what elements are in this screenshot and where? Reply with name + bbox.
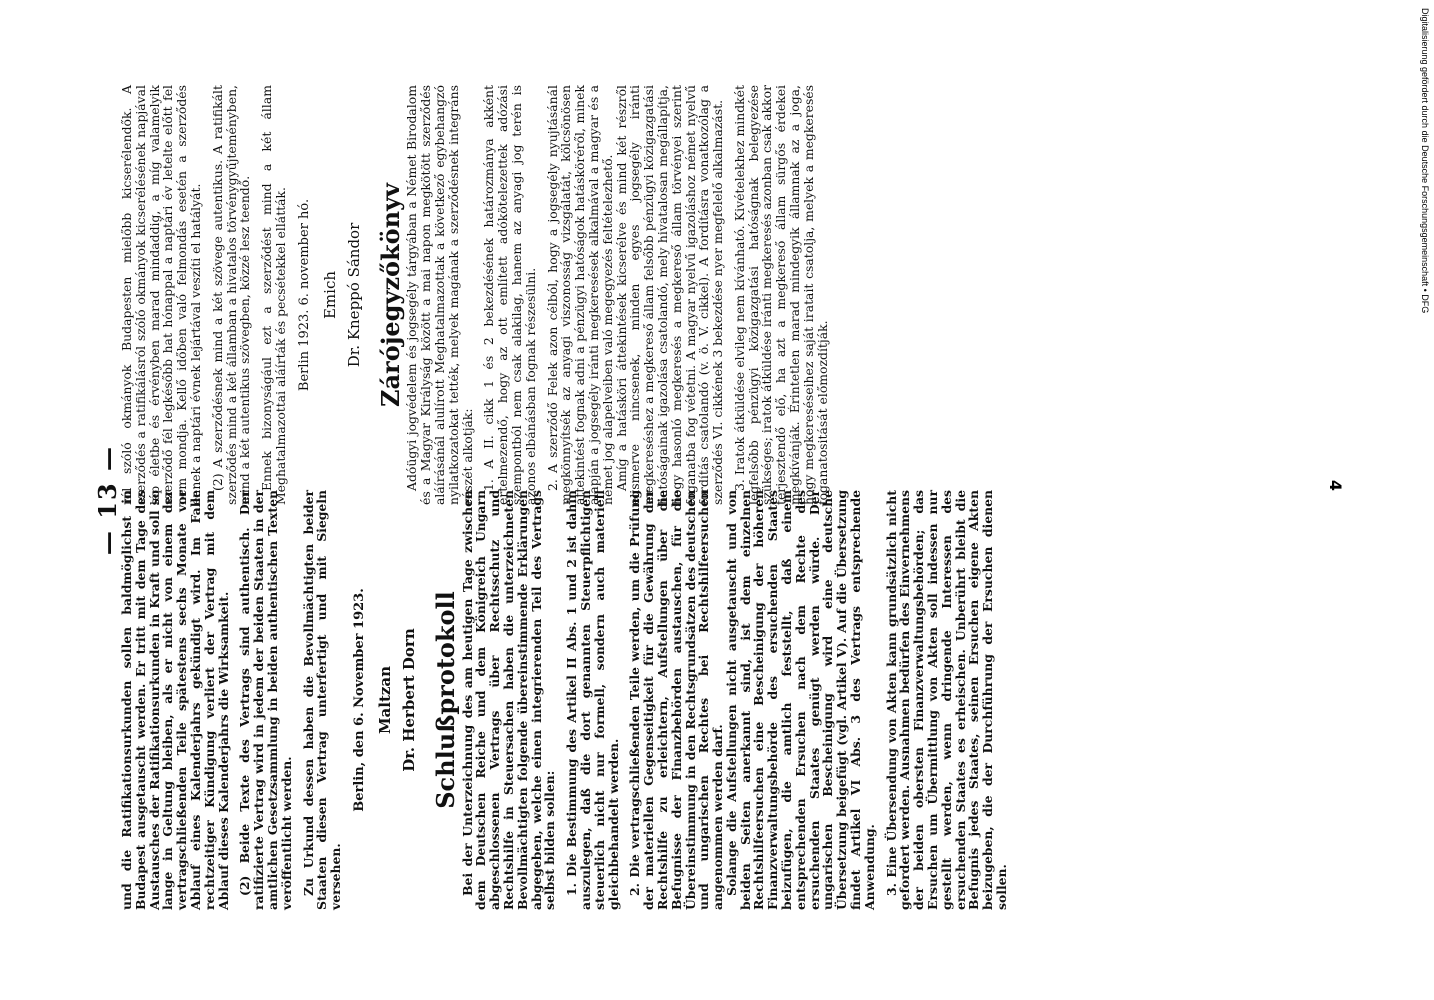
dfg-credit-text: Digitalisierung gefördert durch die Deutsche Forschungsgemeinschaft • DFG (1420, 8, 1430, 314)
margin-mark: 4 (1326, 479, 1346, 492)
de-paragraph-1: und die Ratifikationsurkunden sollen baldmöglichst in Budapest ausgetauscht werden. Er tritt mit dem Tage des Austausches der Ratifikationsurkunden in Kraft und soll so lange in Geltung bleiben, als er nicht von einem der vertragschließenden Teile spätestens sechs Monate vor Ablauf eines Kalenderjahrs gekündigt wird. Im Falle rechtzeitiger Kündigung verliert der Vertrag mit dem Ablauf dieses Kalenderjahrs die Wirksamkeit. (119, 490, 231, 910)
hu-paragraph-2: (2) A szerződésnek mind a két szövege autentikus. A ratifikált szerződés mind a két államban a hivatalos törvénygyűjteményben, mind a két autentikus szövegben, közzé lesz teendő. (209, 85, 253, 505)
hu-protocol-item-2: 2. A szerződő Felek azon célból, hogy a jogsegély nyujtásánál megkönnyítsék az anyagi viszonosság vizsgálatát, kölcsönösen áttekintést fognak adni a pénzügyi hatóságok hatásköréről, minek alapján a jogsegély iránti megkeresések alkalmával a magyar és a német jog alapelveiben való megegyezés feltételezhető. (544, 85, 615, 505)
hu-signature-2: Dr. Kneppó Sándor (344, 222, 363, 368)
de-paragraph-2: (2) Beide Texte des Vertrags sind authentisch. Der ratifizierte Vertrag wird in jedem der beiden Staaten in der amtlichen Gesetzsammlung in beiden authentischen Texten veröffentlicht werden. (237, 490, 294, 910)
hu-paragraph-3: Ennek bizonyságául ezt a szerződést mind a két állam Meghatalmazottai aláírták és pecsétekkel ellátták. (259, 85, 288, 505)
de-date: Berlin, den 6. November 1923. (351, 588, 367, 812)
page-number: — 13 — (93, 444, 122, 556)
hu-signature-1: Emich (320, 270, 339, 320)
hu-date: Berlin 1923. 6. november hó. (296, 198, 312, 392)
hu-protocol-item-2b: Amíg a hatásköri áttekintések kicserélve és mind két részről elismerve nincsenek, minden egyes jogsegély iránti megkereséshez a megkereső állam felsőbb pénzügyi közigazgatási hatóságainak igazolása csatolandó, mely hivatalosan megállapítja, hogy hasonló megkeresés a megkereső állam törvényei szerint foganatba fog vétetni. A magyar nyelvű igazoláshoz német nyelvű fordítás csatolandó (v. ö. V. cikkel). A fordításra vonatkozólag a szerződés VI. cikkének 3 bekezdése nyer megfelelő alkalmazást. (613, 85, 726, 505)
de-signature-2: Dr. Herbert Dorn (399, 628, 418, 772)
hu-protocol-item-1: 1. A II. cikk 1 és 2 bekezdésének határozmánya akként értelmezendő, hogy az ott említett adókötelezettek adózási szempontból nem csak alakilag, hanem az anyagi jog terén is azonos elbánásban fognak részesülni. (481, 85, 538, 505)
de-protocol-item-3: 3. Eine Übersendung von Akten kann grundsätzlich nicht gefordert werden. Ausnahmen bedürfen des Einvernehmens der beiden obersten Finanzverwaltungsbehörden; das Ersuchen um Übermittlung von Akten soll indessen nur gestellt werden, wenn dringende Interessen des ersuchenden Staates es erheischen. Unberührt bleibt die Befugnis jedes Staates, seinen Ersuchen eigene Akten beizugeben, die der Durchführung der Ersuchen dienen sollen. (883, 490, 1010, 910)
rotated-page (25, 0, 1405, 1000)
de-protocol-item-2b: Solange die Aufstellungen nicht ausgetauscht und von beiden Seiten anerkannt sind, ist dem einzelnen Rechtshilfeersuchen eine Bescheinigung der höheren Finanzverwaltungsbehörde des ersuchenden Staates beizufügen, die amtlich feststellt, daß einem entsprechenden Ersuchen nach dem Rechte des ersuchenden Staates genügt werden würde. Der ungarischen Bescheinigung wird eine deutsche Übersetzung beigefügt (vgl. Artikel V). Auf die Übersetzung findet Artikel VI Abs. 3 des Vertrags entsprechende Anwendung. (723, 490, 877, 910)
hu-protocol-item-3: 3. Iratok átküldése elvileg nem kívánható. Kivételekhez mindkét legfelsőbb pénzügyi közigazgatási hatóságnak belegyezése szükséges; iratok átküldése iránti megkeresés azonban csak akkor terjesztendő elő, ha azt a megkereső állam sürgős érdekei megkívánják. Érintetlen marad mindegyik államnak az a joga, hogy megkereséseihez saját iratait csatolja, melyek a megkeresés foganatositását előmozdítják. (731, 85, 830, 505)
de-protocol-item-2: 2. Die vertragschließenden Teile werden, um die Prüfung der materiellen Gegenseitigkeit für die Gewährung der Rechtshilfe zu erleichtern, Aufstellungen über die Befugnisse der Finanzbehörden austauschen, für die Übereinstimmung in den Rechtsgrundsätzen des deutschen und ungarischen Rechtes bei Rechtshilfeersuchen angenommen werden darf. (627, 490, 726, 910)
de-protocol-intro: Bei der Unterzeichnung des am heutigen Tage zwischen dem Deutschen Reiche und dem Königreich Ungarn abgeschlossenen Vertrags über Rechtsschutz und Rechtshilfe in Steuersachen haben die unterzeichneten Bevollmächtigten folgende übereinstimmende Erklärungen abgegeben, welche einen integrierenden Teil des Vertrags selbst bilden sollen: (459, 490, 558, 910)
de-protocol-item-1: 1. Die Bestimmung des Artikel II Abs. 1 und 2 ist dahin auszulegen, daß die dort genannten Steuerpflichtigen steuerlich nicht nur formell, sondern auch materiell gleichbehandelt werden. (564, 490, 621, 910)
dfg-credit (1418, 8, 1430, 388)
german-column (120, 490, 1009, 910)
de-paragraph-3: Zu Urkund dessen haben die Bevollmächtigten beider Staaten diesen Vertrag unterfertigt und mit Siegeln versehen. (300, 490, 344, 910)
hungarian-column (120, 85, 829, 505)
de-heading: Schlußprotokoll (430, 591, 460, 809)
hu-paragraph-1: ról szóló okmányok Budapesten mielőbb kicserélendők. A szerződés a ratifikálásról szóló okmányok kicserélésének napjával lép életbe és érvényben marad mindaddig, a míg valamelyik szerződő fél legkésőbb hat hónappal a naptári év letelte előtt fel nem mondja. Kellő időben való felmondás esetén a szerződés ennek a naptári évnek lejártával veszíti el hatályát. (119, 85, 203, 505)
de-signature-1: Maltzan (375, 665, 394, 735)
hu-heading: Zárójegyzőkönyv (375, 183, 405, 408)
hu-protocol-intro: Adóügyi jogvédelem és jogsegély tárgyában a Német Birodalom és a Magyar Királyság között a mai napon megkötött szerződés aláírásánál alulírott Meghatalmazottak a következő egybehangzó nyilatkozatokat tették, melyek magának a szerződésnek integráns részét alkotják: (404, 85, 475, 505)
